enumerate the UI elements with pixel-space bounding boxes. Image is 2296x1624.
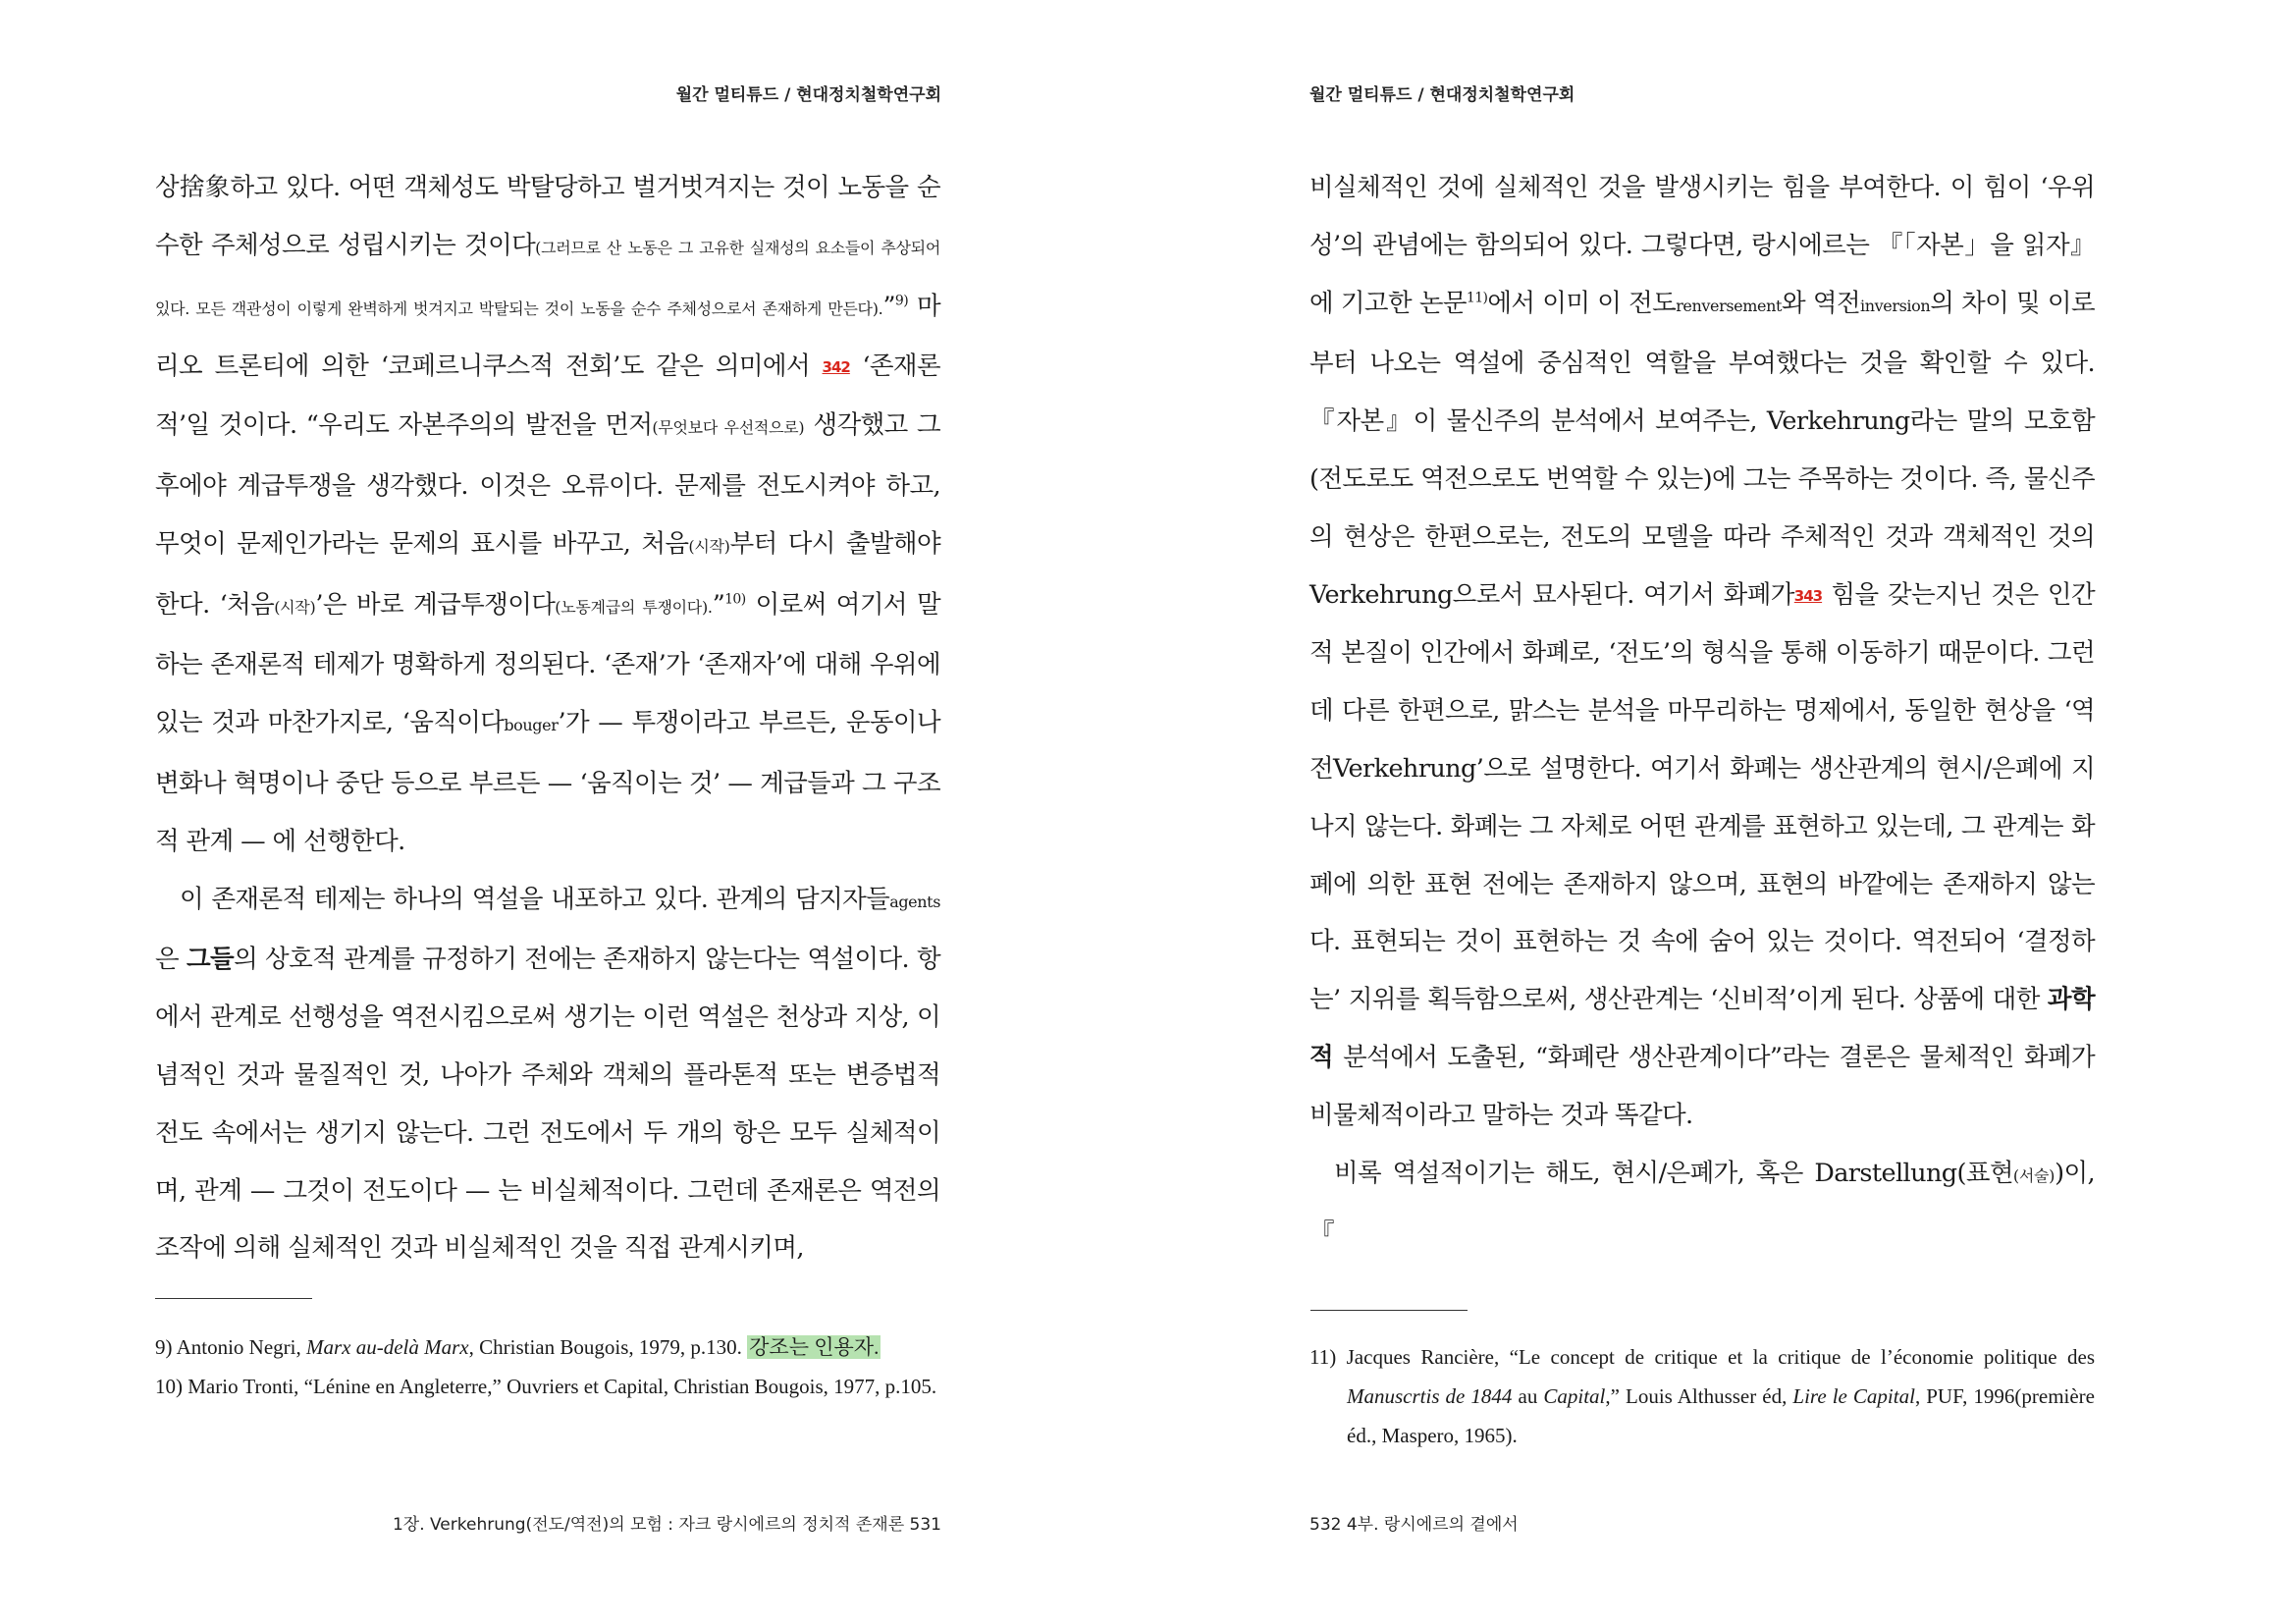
text-run: )이, 『 <box>1309 1158 2095 1249</box>
text-run: 9) Antonio Negri, <box>155 1335 306 1359</box>
paragraph <box>1309 159 2095 1145</box>
paragraph <box>155 871 940 1278</box>
running-header-left: 월간 멀티튜드 / 현대정치철학연구회 <box>675 85 941 105</box>
body-text-left <box>155 159 940 1277</box>
text-run: 마리오 트론티에 의한 ‘코페르니쿠스적 전회’도 같은 의미에서 <box>155 291 941 382</box>
text-run: 힘을 갖는지닌 것은 인간적 본질이 인간에서 화폐로, ‘전도’의 형식을 통해 이동하기 때문이다. 그런데 다른 한편으로, 맑스는 분석을 마무리하는 명제에서, 동일한 현상을 ‘역전Verkehrung’으로 설명한다. 여기서 화폐는 생산관계의 현시/은폐에 지나지 않는다. 화폐는 그 자체로 어떤 관계를 표현하고 있는데, 그 관계는 화폐에 의한 표현 전에는 존재하지 않으며, 표현의 바깥에는 존재하지 않는다. 표현되는 것이 표현하는 것 속에 숨어 있는 것이다. 역전되어 ‘결정하는’ 지위를 획득함으로써, 생산관계는 ‘신비적’이게 된다. 상품에 대한 <box>1309 579 2095 1015</box>
book-title: Capital <box>1543 1384 1606 1408</box>
text-run: 부터 다시 출발해야 한다. ‘처음 <box>155 528 940 620</box>
text-run: 은 <box>155 945 187 975</box>
foreign-term: inversion <box>1859 296 1931 315</box>
parenthetical-note: (그러므로 산 노동은 그 고유한 실재성의 요소들이 추상되어 있다. 모든 객관성이 이렇게 완벽하게 벗겨지고 박탈되는 것이 노동을 순수 주체성으로서 존재하게 만든다). <box>155 238 940 318</box>
page-marker-343: 343 <box>1793 586 1823 605</box>
text-run: ’은 바로 계급투쟁이다 <box>315 589 556 620</box>
book-title: Lire le Capital <box>1792 1384 1915 1408</box>
text-run: 이로써 여기서 말하는 존재론적 테제가 명확하게 정의된다. ‘존재’가 ‘존재자’에 대해 우위에 있는 것과 마찬가지로, ‘움직이다 <box>155 589 940 738</box>
text-run: 와 역전 <box>1782 288 1860 318</box>
text-run: ” <box>882 291 895 321</box>
text-run: , Christian Bougois, 1979, p.130. <box>468 1335 748 1359</box>
footnote-ref-10[interactable]: 10) <box>724 591 746 608</box>
footnote-separator <box>1310 1310 1468 1311</box>
text-run: ,” Louis Althusser éd, <box>1605 1384 1793 1408</box>
text-run: ‘존재론적’일 것이다. “우리도 자본주의의 발전을 먼저 <box>155 352 940 441</box>
text-run: ’가 — 투쟁이라고 부르든, 운동이나 변화나 혁명이나 중단 등으로 부르든 — ‘움직이는 것’ — 계급들과 그 구조적 관계 — 에 선행한다. <box>155 708 940 856</box>
paragraph <box>155 159 940 871</box>
text-run: 11) Jacques Rancière, “Le concept de critique et la critique de l’économie politique des <box>1309 1345 2095 1369</box>
text-run: 이 존재론적 테제는 하나의 역설을 내포하고 있다. 관계의 담지자들 <box>180 884 890 914</box>
parenthetical-note: (시작) <box>274 597 316 617</box>
foreign-term: bouger <box>504 716 559 735</box>
text-run: 분석에서 도출된, “화폐란 생산관계이다”라는 결론은 물체적인 화폐가 비물체적이라고 말하는 것과 똑같다. <box>1309 1042 2095 1130</box>
footnote-9 <box>155 1327 940 1367</box>
text-run: ” <box>712 589 725 620</box>
text-run: 비록 역설적이기는 해도, 현시/은폐가, 혹은 Darstellung(표현 <box>1334 1158 2013 1188</box>
parenthetical-note: (무엇보다 우선적으로) <box>652 418 805 438</box>
footnotes-right <box>1309 1337 2095 1455</box>
text-run: , PUF, 1996(première éd., Maspero, 1965). <box>1347 1384 2095 1447</box>
footnote-11 <box>1309 1337 2095 1455</box>
emphasis: 그들 <box>186 945 235 975</box>
text-run: 의 차이 및 이로부터 나오는 역설에 중심적인 역할을 부여했다는 것을 확인할 수 있다. 『자본』이 물신주의 분석에서 보여주는, Verkehrung라는 말의 모호함(전도로도 역전으로도 번역할 수 있는)에 그는 주목하는 것이다. 즉, 물신주의 현상은 한편으로는, 전도의 모델을 따라 주체적인 것과 객체적인 것의 Verkehrung으로서 묘사된다. 여기서 화폐가 <box>1309 288 2095 610</box>
paragraph <box>1309 1145 2095 1264</box>
footnote-separator <box>155 1298 312 1299</box>
book-title: Manuscrtis de 1844 <box>1347 1384 1513 1408</box>
page-footer-left: 1장. Verkehrung(전도/역전)의 모험 : 자크 랑시에르의 정치적 존재론 531 <box>392 1515 941 1535</box>
right-page <box>1148 0 2296 1624</box>
text-run: au <box>1512 1384 1544 1408</box>
footnote-ref-9[interactable]: 9) <box>894 293 909 309</box>
running-header-right: 월간 멀티튜드 / 현대정치철학연구회 <box>1309 85 1575 105</box>
footnotes-left <box>155 1327 940 1406</box>
text-run: 상捨象하고 있다. 어떤 객체성도 박탈당하고 벌거벗겨지는 것이 노동을 순수한 주체성으로 성립시키는 것이다 <box>155 173 940 260</box>
foreign-term: agents <box>889 892 940 911</box>
page-marker-342: 342 <box>822 358 850 377</box>
body-text-right <box>1309 159 2095 1263</box>
page-footer-right: 532 4부. 랑시에르의 곁에서 <box>1309 1515 1519 1535</box>
book-title: Marx au-delà Marx <box>305 1335 469 1359</box>
parenthetical-note: (시작) <box>688 536 730 556</box>
emphasis: 과학적 <box>1309 985 2095 1072</box>
parenthetical-note: (서술) <box>2012 1165 2056 1185</box>
highlighted-text[interactable]: 강조는 인용자. <box>749 1335 880 1359</box>
foreign-term: renversement <box>1676 296 1783 315</box>
footnote-10: 10) Mario Tronti, “Lénine en Angleterre,” Ouvriers et Capital, Christian Bougois, 1977, p.105. <box>155 1375 937 1398</box>
text-run: 의 상호적 관계를 규정하기 전에는 존재하지 않는다는 역설이다. 항에서 관계로 선행성을 역전시킴으로써 생기는 이런 역설은 천상과 지상, 이념적인 것과 물질적인 것, 나아가 주체와 객체의 플라톤적 또는 변증법적 전도 속에서는 생기지 않는다. 그런 전도에서 두 개의 항은 모두 실체적이며, 관계 — 그것이 전도이다 — 는 비실체적이다. 그런데 존재론은 역전의 조작에 의해 실체적인 것과 비실체적인 것을 직접 관계시키며, <box>155 945 940 1264</box>
text-run: 에서 이미 이 전도 <box>1487 288 1677 318</box>
text-run: 생각했고 그 후에야 계급투쟁을 생각했다. 이것은 오류이다. 문제를 전도시켜야 하고, 무엇이 문제인가라는 문제의 표시를 바꾸고, 처음 <box>155 410 940 559</box>
footnote-ref-11[interactable]: 11) <box>1466 290 1488 306</box>
text-run: 비실체적인 것에 실체적인 것을 발생시키는 힘을 부여한다. 이 힘이 ‘우위성’의 관념에는 함의되어 있다. 그렇다면, 랑시에르는 『「자본」을 읽자』에 기고한 논문 <box>1309 173 2095 318</box>
parenthetical-note: (노동계급의 투쟁이다). <box>555 597 713 617</box>
